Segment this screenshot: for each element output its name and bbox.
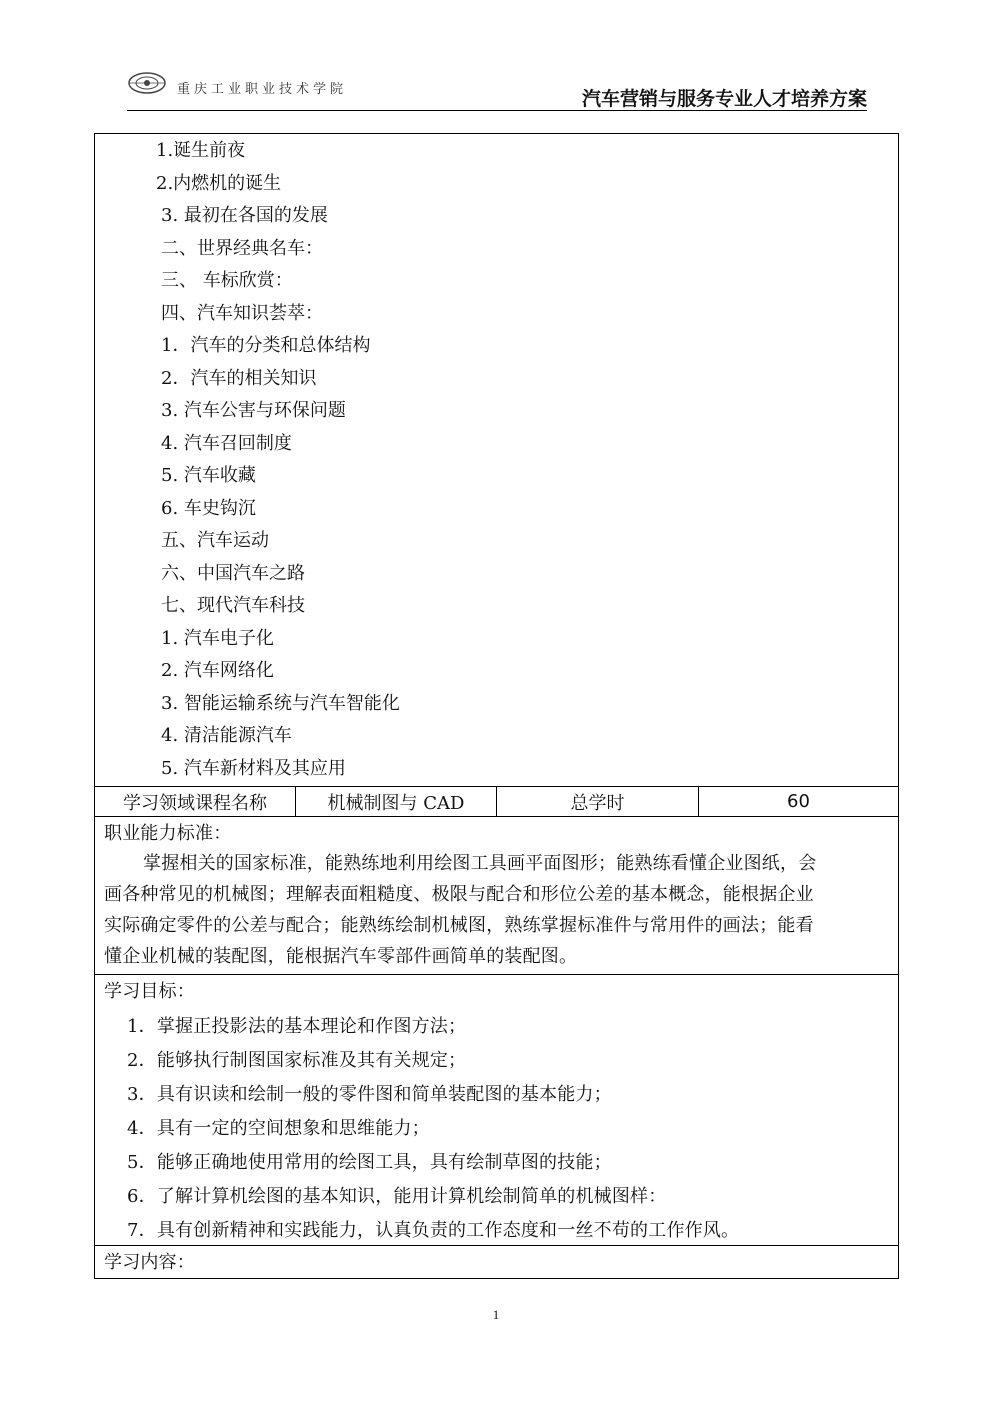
objective-item: 6．了解计算机绘图的基本知识，能用计算机绘制简单的机械图样： — [127, 1186, 667, 1207]
course-info-row — [95, 786, 898, 817]
objective-item: 2．能够执行制图国家标准及其有关规定； — [127, 1050, 467, 1071]
objective-item: 4．具有一定的空间想象和思维能力； — [127, 1118, 430, 1139]
outline-line: 六、中国汽车之路 — [161, 563, 305, 584]
outline-line: 1. 汽车电子化 — [161, 628, 274, 649]
document-title: 汽车营销与服务专业人才培养方案 — [581, 88, 867, 110]
competency-line: 掌握相关的国家标准，能熟练地利用绘图工具画平面图形；能熟练看懂企业图纸，会 — [143, 853, 817, 874]
competency-line: 懂企业机械的装配图，能根据汽车零部件画简单的装配图。 — [104, 946, 578, 967]
outline-line: 2.内燃机的诞生 — [156, 173, 282, 194]
outline-line: 4. 清洁能源汽车 — [161, 725, 292, 746]
school-name-logo: 重庆工业职业技术学院 — [177, 82, 348, 97]
total-hours-label: 总学时 — [497, 787, 699, 816]
objective-item: 7．具有创新精神和实践能力，认真负责的工作态度和一丝不苟的工作作风。 — [127, 1220, 740, 1241]
learning-objectives-block — [95, 975, 898, 1246]
objective-item: 5．能够正确地使用常用的绘图工具，具有绘制草图的技能； — [127, 1152, 612, 1173]
objective-item: 1．掌握正投影法的基本理论和作图方法； — [127, 1016, 467, 1037]
outline-line: 5. 汽车新材料及其应用 — [161, 758, 346, 779]
course-name-label: 学习领域课程名称 — [95, 787, 296, 816]
course-name-value: 机械制图与 CAD — [296, 787, 497, 816]
learning-content-block — [95, 1246, 898, 1280]
outline-line: 三、 车标欣赏： — [161, 270, 293, 291]
outline-line: 四、汽车知识荟萃： — [161, 303, 323, 324]
competency-line: 画各种常见的机械图；理解表面粗糙度、极限与配合和形位公差的基本概念，能根据企业 — [104, 884, 814, 905]
outline-line: 6. 车史钩沉 — [161, 498, 256, 519]
course-outline-block — [95, 134, 898, 786]
outline-line: 4. 汽车召回制度 — [161, 433, 292, 454]
outline-line: 五、汽车运动 — [161, 530, 269, 551]
outline-line: 3. 最初在各国的发展 — [161, 205, 328, 226]
objective-item: 3．具有识读和绘制一般的零件图和简单装配图的基本能力； — [127, 1084, 612, 1105]
outline-line: 3. 智能运输系统与汽车智能化 — [161, 693, 400, 714]
header-divider — [127, 110, 867, 111]
outline-line: 3. 汽车公害与环保问题 — [161, 400, 346, 421]
school-logo-icon — [127, 70, 171, 96]
competency-line: 实际确定零件的公差与配合；能熟练绘制机械图，熟练掌握标准件与常用件的画法；能看 — [104, 915, 814, 936]
outline-line: 5. 汽车收藏 — [161, 465, 256, 486]
outline-line: 2．汽车的相关知识 — [161, 368, 317, 389]
course-table — [94, 133, 899, 1279]
page-number: 1 — [492, 1307, 500, 1322]
outline-line: 七、现代汽车科技 — [161, 595, 305, 616]
competency-heading: 职业能力标准： — [104, 823, 232, 844]
outline-line: 1.诞生前夜 — [156, 140, 246, 161]
outline-line: 二、世界经典名车： — [161, 238, 323, 259]
competency-standard-block — [95, 817, 898, 975]
outline-line: 2. 汽车网络化 — [161, 660, 274, 681]
content-heading: 学习内容： — [104, 1252, 195, 1273]
objectives-heading: 学习目标： — [104, 981, 195, 1002]
page-header — [127, 68, 867, 112]
total-hours-value: 60 — [787, 791, 810, 812]
outline-line: 1．汽车的分类和总体结构 — [161, 335, 371, 356]
